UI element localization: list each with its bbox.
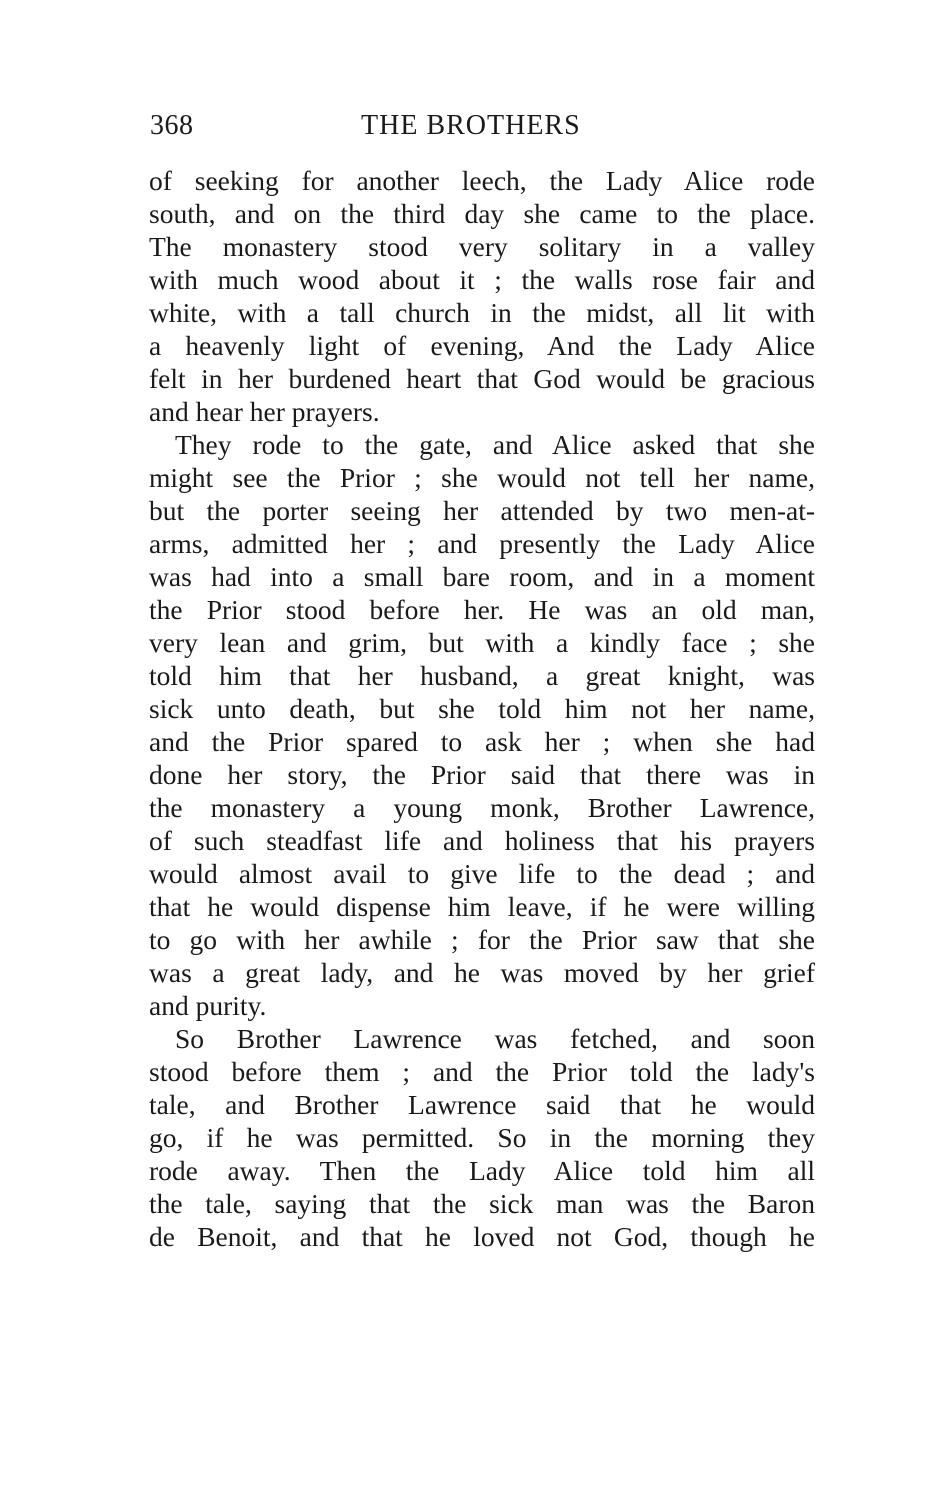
text-line: of seeking for another leech, the Lady Alice rode [149, 165, 815, 196]
text-line: the tale, saying that the sick man was the Baron [149, 1188, 815, 1219]
text-line: de Benoit, and that he loved not God, though he [149, 1221, 815, 1252]
text-line: go, if he was permitted. So in the morning they [149, 1122, 815, 1153]
text-line: and the Prior spared to ask her ; when she had [149, 726, 815, 757]
running-title: THE BROTHERS [361, 110, 581, 141]
text-line: white, with a tall church in the midst, all lit with [149, 297, 815, 328]
text-line: and hear her prayers. [149, 396, 380, 427]
text-line: done her story, the Prior said that there was in [149, 759, 815, 790]
text-line: They rode to the gate, and Alice asked that she [175, 429, 815, 460]
text-line: felt in her burdened heart that God would be gracious [149, 363, 815, 394]
page-number: 368 [150, 110, 194, 141]
book-page [149, 110, 815, 1253]
text-line: with much wood about it ; the walls rose fair and [149, 264, 815, 295]
text-line: was a great lady, and he was moved by her grief [149, 957, 815, 988]
text-line: tale, and Brother Lawrence said that he would [149, 1089, 815, 1120]
text-line: sick unto death, but she told him not her name, [149, 693, 815, 724]
text-line: very lean and grim, but with a kindly face ; she [149, 627, 815, 658]
text-line: rode away. Then the Lady Alice told him all [149, 1155, 815, 1186]
paragraph-3 [149, 1022, 815, 1253]
body-text [149, 164, 815, 1253]
text-line: to go with her awhile ; for the Prior saw that she [149, 924, 815, 955]
text-line: stood before them ; and the Prior told the lady's [149, 1056, 815, 1087]
text-line: arms, admitted her ; and presently the Lady Alice [149, 528, 815, 559]
text-line: was had into a small bare room, and in a moment [149, 561, 815, 592]
paragraph-1 [149, 164, 815, 428]
text-line: the monastery a young monk, Brother Lawrence, [149, 792, 815, 823]
text-line: The monastery stood very solitary in a valley [149, 231, 815, 262]
text-line: a heavenly light of evening, And the Lady Alice [149, 330, 815, 361]
text-line: south, and on the third day she came to the place. [149, 198, 815, 229]
text-line: the Prior stood before her. He was an old man, [149, 594, 815, 625]
paragraph-2 [149, 428, 815, 1022]
text-line: but the porter seeing her attended by two men-at- [149, 495, 815, 526]
text-line: would almost avail to give life to the dead ; and [149, 858, 815, 889]
text-line: that he would dispense him leave, if he were willing [149, 891, 815, 922]
text-line: told him that her husband, a great knight, was [149, 660, 815, 691]
text-line: of such steadfast life and holiness that his prayers [149, 825, 815, 856]
text-line: and purity. [149, 990, 267, 1021]
running-head [149, 110, 815, 154]
text-line: So Brother Lawrence was fetched, and soon [175, 1023, 815, 1054]
text-line: might see the Prior ; she would not tell her name, [149, 462, 815, 493]
